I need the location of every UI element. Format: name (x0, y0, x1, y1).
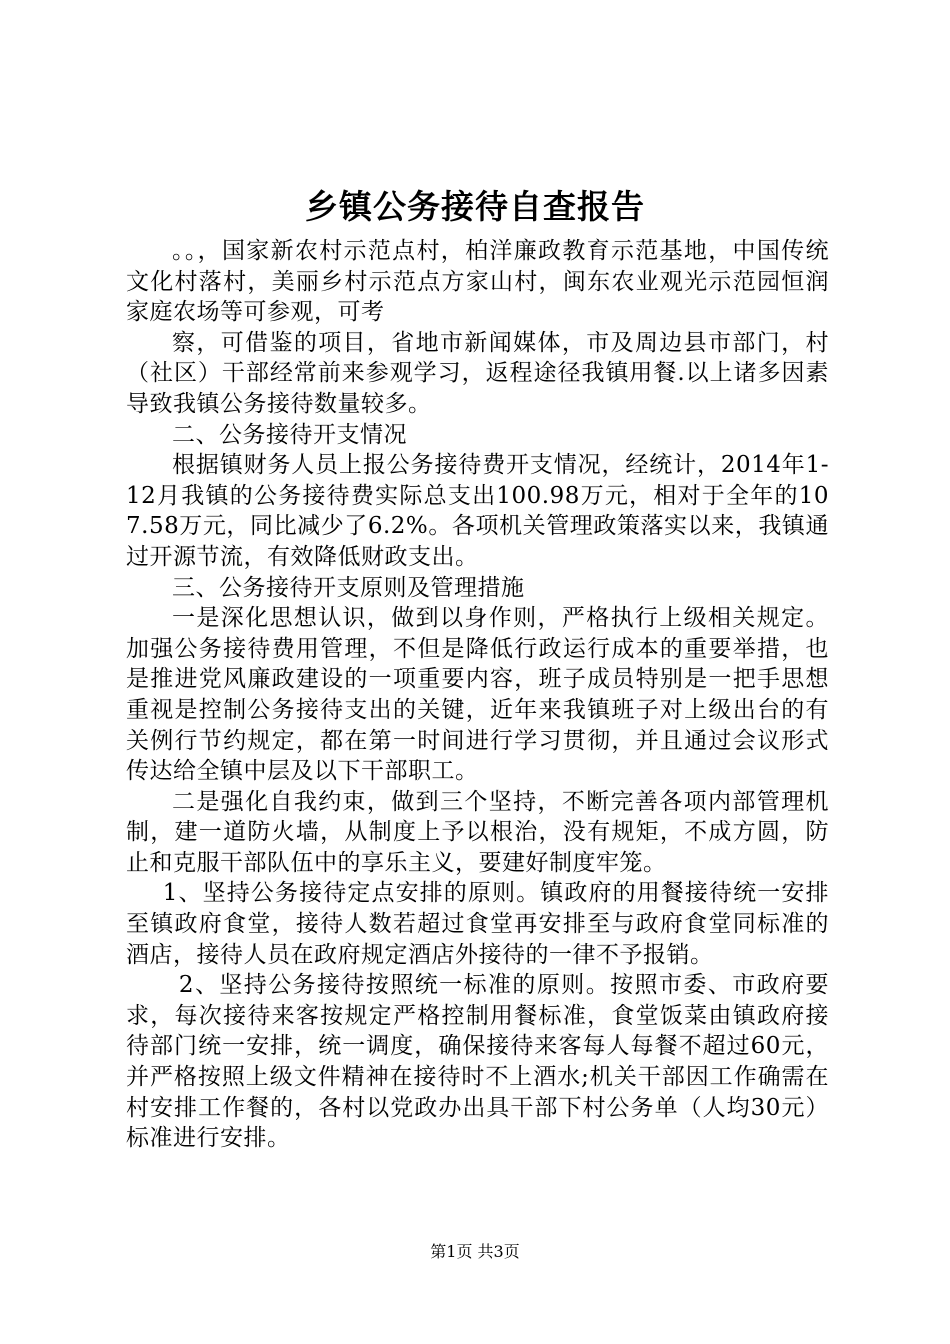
document-title: 乡镇公务接待自查报告 (305, 187, 645, 226)
paragraph-expenditure: 根据镇财务人员上报公务接待费开支情况，经统计，2014年1-12月我镇的公务接待费实际总支出100.98万元，相对于全年的107.58万元，同比减少了6.2%。各项机关管理政策落实以来，我镇通过开源节流，有效降低财政支出。 (126, 452, 829, 570)
paragraph-principle-two: 二是强化自我约束，做到三个坚持，不断完善各项内部管理机制，建一道防火墙，从制度上予以根治，没有规矩，不成方圆，防止和克服干部队伍中的享乐主义，要建好制度牢笼。 (126, 788, 829, 876)
paragraph-item-two: 2、坚持公务接待按照统一标准的原则。按照市委、市政府要求，每次接待来客按规定严格控制用餐标准，食堂饭菜由镇政府接待部门统一安排，统一调度，确保接待来客每人每餐不超过60元，并严格按照上级文件精神在接待时不上酒水;机关干部因工作确需在村安排工作餐的，各村以党政办出具干部下村公务单（人均30元）标准进行安排。 (126, 972, 829, 1152)
section-heading-principles: 三、公务接待开支原则及管理措施 (172, 574, 525, 601)
paragraph-intro-continued: 察，可借鉴的项目，省地市新闻媒体，市及周边县市部门，村（社区）干部经常前来参观学习，返程途径我镇用餐.以上诸多因素导致我镇公务接待数量较多。 (126, 329, 829, 417)
document-body (126, 236, 829, 1154)
page-footer: 第1页 共3页 (430, 1242, 520, 1261)
section-heading-expenditure: 二、公务接待开支情况 (172, 421, 407, 448)
paragraph-item-one: 1、坚持公务接待定点安排的原则。镇政府的用餐接待统一安排至镇政府食堂，接待人数若超过食堂再安排至与政府食堂同标准的酒店，接待人员在政府规定酒店外接待的一律不予报销。 (126, 880, 829, 968)
paragraph-principle-one: 一是深化思想认识，做到以身作则，严格执行上级相关规定。加强公务接待费用管理，不但是降低行政运行成本的重要举措，也是推进党风廉政建设的一项重要内容，班子成员特别是一把手思想重视是控制公务接待支出的关键，近年来我镇班子对上级出台的有关例行节约规定，都在第一时间进行学习贯彻，并且通过会议形式传达给全镇中层及以下干部职工。 (126, 605, 829, 785)
paragraph-intro: 。。，国家新农村示范点村，柏洋廉政教育示范基地，中国传统文化村落村，美丽乡村示范点方家山村，闽东农业观光示范园恒润家庭农场等可参观，可考 (126, 238, 829, 326)
